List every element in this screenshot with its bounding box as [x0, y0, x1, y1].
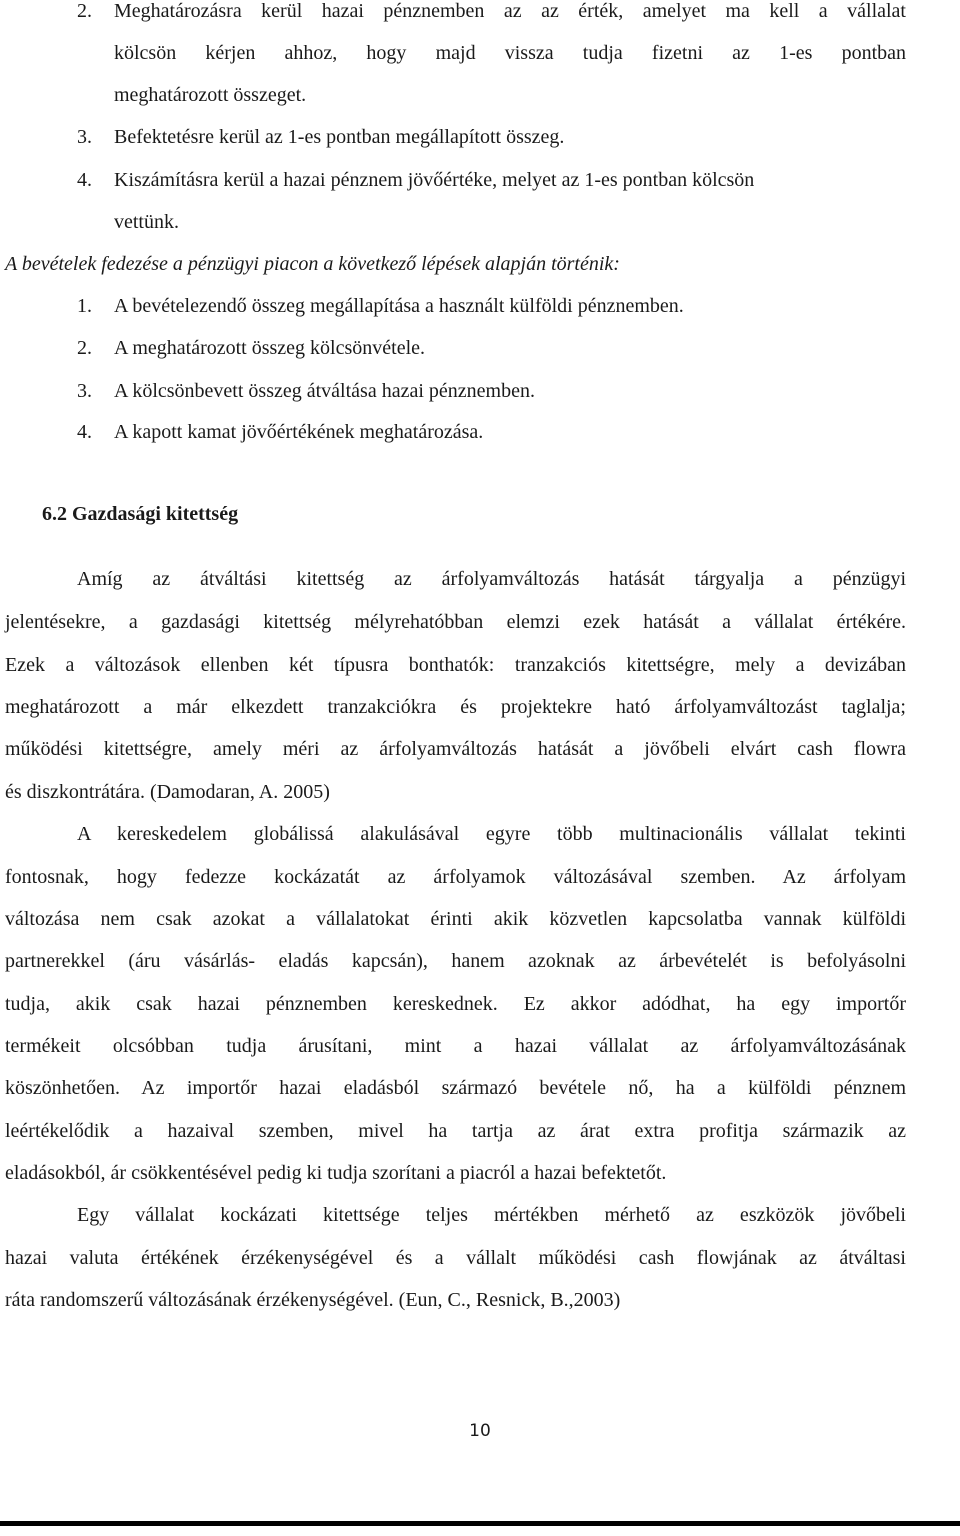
list-number: 4.	[77, 169, 92, 191]
list-number: 3.	[77, 126, 92, 148]
list-item-line: Befektetésre kerül az 1-es pontban megállapított összeg.	[114, 126, 565, 148]
list-number: 1.	[77, 295, 92, 317]
paragraph-line: Egy vállalat kockázati kitettsége teljes mértékben mérhető az eszközök jövőbeli	[77, 1204, 906, 1226]
paragraph-line: eladásokból, ár csökkentésével pedig ki tudja szorítani a piacról a hazai befektetőt.	[5, 1162, 667, 1184]
list-item-line: kölcsön kérjen ahhoz, hogy majd vissza tudja fizetni az 1-es pontban	[114, 42, 906, 64]
page-number: 10	[469, 1421, 491, 1441]
list-item: A bevételezendő összeg megállapítása a használt külföldi pénznemben.	[114, 295, 684, 317]
list-item-line: meghatározott összeget.	[114, 84, 307, 106]
paragraph-line: jelentésekre, a gazdasági kitettség mélyrehatóbban elemzi ezek hatását a vállalat értékére.	[5, 611, 906, 633]
paragraph-line: hazai valuta értékének érzékenységével és a vállalt működési cash flowjának az átváltasi	[5, 1247, 906, 1269]
paragraph-line: köszönhetően. Az importőr hazai eladásból származó bevétele nő, ha a külföldi pénznem	[5, 1077, 906, 1099]
list-number: 4.	[77, 421, 92, 443]
steps-intro: A bevételek fedezése a pénzügyi piacon a következő lépések alapján történik:	[5, 253, 620, 275]
list-number: 2.	[77, 337, 92, 359]
list-item-line: Meghatározásra kerül hazai pénznemben az az érték, amelyet ma kell a vállalat	[114, 0, 906, 22]
paragraph-line: leértékelődik a hazaival szemben, mivel ha tartja az árat extra profitja származik az	[5, 1120, 906, 1142]
list-item: A kapott kamat jövőértékének meghatározása.	[114, 421, 484, 443]
list-item: A kölcsönbevett összeg átváltása hazai pénznemben.	[114, 380, 535, 402]
list-item-line: Kiszámításra kerül a hazai pénznem jövőértéke, melyet az 1-es pontban kölcsön	[114, 169, 755, 191]
paragraph-line: meghatározott a már elkezdett tranzakciókra és projektekre ható árfolyamváltozást taglalja;	[5, 696, 906, 718]
list-item-line: vettünk.	[114, 211, 179, 233]
list-number: 3.	[77, 380, 92, 402]
paragraph-line: és diszkontrátára. (Damodaran, A. 2005)	[5, 781, 330, 803]
paragraph-line: partnerekkel (áru vásárlás- eladás kapcsán), hanem azoknak az árbevételét is befolyásolni	[5, 950, 906, 972]
paragraph-line: Amíg az átváltási kitettség az árfolyamváltozás hatását tárgyalja a pénzügyi	[77, 568, 906, 590]
section-heading: 6.2 Gazdasági kitettség	[42, 503, 239, 525]
paragraph-line: tudja, akik csak hazai pénznemben kereskednek. Ez akkor adódhat, ha egy importőr	[5, 993, 906, 1015]
paragraph-line: működési kitettségre, amely méri az árfolyamváltozás hatását a jövőbeli elvárt cash flowra	[5, 738, 906, 760]
list-number: 2.	[77, 0, 92, 22]
paragraph-line: A kereskedelem globálissá alakulásával egyre több multinacionális vállalat tekinti	[77, 823, 906, 845]
list-item: A meghatározott összeg kölcsönvétele.	[114, 337, 426, 359]
paragraph-line: fontosnak, hogy fedezze kockázatát az árfolyamok változásával szemben. Az árfolyam	[5, 866, 906, 888]
paragraph-line: változása nem csak azokat a vállalatokat érinti akik közvetlen kapcsolatba vannak külföldi	[5, 908, 906, 930]
paragraph-line: ráta randomszerű változásának érzékenységével. (Eun, C., Resnick, B.,2003)	[5, 1289, 621, 1311]
bottom-divider	[0, 1521, 960, 1526]
paragraph-line: Ezek a változások ellenben két típusra bonthatók: tranzakciós kitettségre, mely a devizában	[5, 654, 906, 676]
paragraph-line: termékeit olcsóbban tudja árusítani, mint a hazai vállalat az árfolyamváltozásának	[5, 1035, 906, 1057]
